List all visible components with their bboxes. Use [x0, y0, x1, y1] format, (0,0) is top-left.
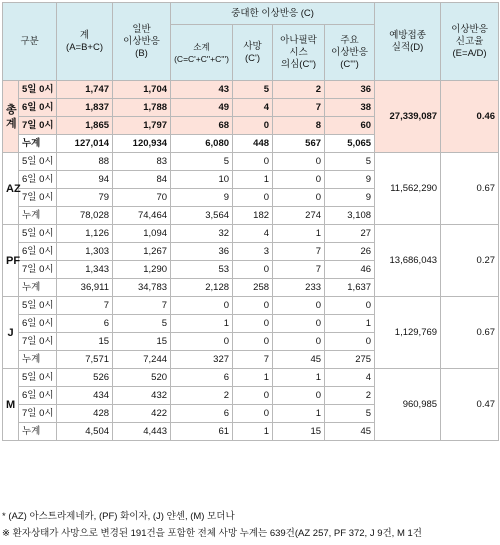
cell-rate: 0.47 [441, 369, 499, 441]
cell-subtotal: 53 [171, 261, 233, 279]
row-label: 7일 0시 [19, 117, 57, 135]
cell-total: 78,028 [57, 207, 113, 225]
cell-major: 9 [325, 171, 375, 189]
cell-rate: 0.67 [441, 153, 499, 225]
cell-general: 4,443 [113, 423, 171, 441]
cell-vaccinated: 960,985 [375, 369, 441, 441]
header-anaphylaxis: 아나필락시스 의심(C'') [273, 25, 325, 81]
cell-subtotal: 0 [171, 333, 233, 351]
cell-ana: 567 [273, 135, 325, 153]
cell-subtotal: 6,080 [171, 135, 233, 153]
table-row [3, 297, 499, 315]
cell-general: 1,704 [113, 81, 171, 99]
cell-total: 7,571 [57, 351, 113, 369]
cell-general: 1,094 [113, 225, 171, 243]
cell-major: 275 [325, 351, 375, 369]
cell-total: 1,303 [57, 243, 113, 261]
row-label: 5일 0시 [19, 297, 57, 315]
row-label: 6일 0시 [19, 99, 57, 117]
cell-death: 1 [233, 423, 273, 441]
cell-subtotal: 10 [171, 171, 233, 189]
cell-general: 34,783 [113, 279, 171, 297]
cell-ana: 7 [273, 261, 325, 279]
cell-subtotal: 49 [171, 99, 233, 117]
cell-major: 5 [325, 153, 375, 171]
cell-subtotal: 327 [171, 351, 233, 369]
cell-major: 2 [325, 387, 375, 405]
cell-total: 6 [57, 315, 113, 333]
cell-major: 1,637 [325, 279, 375, 297]
header-general: 일반 이상반응 (B) [113, 3, 171, 81]
cell-general: 422 [113, 405, 171, 423]
cell-general: 1,267 [113, 243, 171, 261]
cell-death: 3 [233, 243, 273, 261]
cell-subtotal: 32 [171, 225, 233, 243]
cell-general: 1,788 [113, 99, 171, 117]
cell-major: 27 [325, 225, 375, 243]
row-label: 누계 [19, 351, 57, 369]
header-rate: 이상반응 신고율 (E=A/D) [441, 3, 499, 81]
row-label: 7일 0시 [19, 189, 57, 207]
adverse-reaction-table [2, 2, 499, 441]
cell-ana: 1 [273, 369, 325, 387]
footnote-death-total: ※ 환자상태가 사망으로 변경된 191건을 포함한 전체 사망 누계는 639건(AZ 257, PF 372, J 9건, M 1건 [2, 528, 422, 539]
row-label: 7일 0시 [19, 405, 57, 423]
cell-ana: 233 [273, 279, 325, 297]
cell-rate: 0.67 [441, 297, 499, 369]
cell-subtotal: 2,128 [171, 279, 233, 297]
cell-death: 0 [233, 297, 273, 315]
row-label: 6일 0시 [19, 315, 57, 333]
cell-death: 4 [233, 225, 273, 243]
cell-ana: 0 [273, 387, 325, 405]
cell-vaccinated: 1,129,769 [375, 297, 441, 369]
cell-subtotal: 6 [171, 405, 233, 423]
header-gubun: 구분 [3, 3, 57, 81]
cell-major: 0 [325, 333, 375, 351]
cell-major: 60 [325, 117, 375, 135]
cell-ana: 7 [273, 243, 325, 261]
header-vaccinated: 예방접종 실적(D) [375, 3, 441, 81]
cell-death: 1 [233, 369, 273, 387]
cell-major: 5,065 [325, 135, 375, 153]
cell-subtotal: 61 [171, 423, 233, 441]
cell-ana: 0 [273, 171, 325, 189]
cell-death: 448 [233, 135, 273, 153]
cell-major: 1 [325, 315, 375, 333]
cell-ana: 15 [273, 423, 325, 441]
cell-total: 1,837 [57, 99, 113, 117]
cell-subtotal: 2 [171, 387, 233, 405]
cell-subtotal: 43 [171, 81, 233, 99]
cell-major: 4 [325, 369, 375, 387]
row-label: 5일 0시 [19, 225, 57, 243]
row-label: 5일 0시 [19, 369, 57, 387]
cell-subtotal: 6 [171, 369, 233, 387]
cell-major: 38 [325, 99, 375, 117]
cell-ana: 1 [273, 405, 325, 423]
row-label: 누계 [19, 207, 57, 225]
cell-total: 434 [57, 387, 113, 405]
cell-ana: 2 [273, 81, 325, 99]
cell-general: 7,244 [113, 351, 171, 369]
cell-general: 1,797 [113, 117, 171, 135]
cell-general: 83 [113, 153, 171, 171]
row-label: 누계 [19, 423, 57, 441]
cell-death: 0 [233, 405, 273, 423]
row-label: 6일 0시 [19, 171, 57, 189]
table-row [3, 369, 499, 387]
group-label: J [3, 297, 19, 369]
cell-ana: 1 [273, 225, 325, 243]
cell-major: 0 [325, 297, 375, 315]
row-label: 누계 [19, 135, 57, 153]
cell-ana: 274 [273, 207, 325, 225]
cell-vaccinated: 13,686,043 [375, 225, 441, 297]
cell-general: 15 [113, 333, 171, 351]
cell-total: 1,747 [57, 81, 113, 99]
cell-ana: 7 [273, 99, 325, 117]
cell-death: 0 [233, 117, 273, 135]
cell-death: 0 [233, 153, 273, 171]
cell-major: 5 [325, 405, 375, 423]
group-label: M [3, 369, 19, 441]
cell-general: 432 [113, 387, 171, 405]
cell-total: 1,126 [57, 225, 113, 243]
cell-total: 94 [57, 171, 113, 189]
cell-ana: 8 [273, 117, 325, 135]
header-total: 계 (A=B+C) [57, 3, 113, 81]
cell-total: 526 [57, 369, 113, 387]
cell-ana: 0 [273, 189, 325, 207]
cell-subtotal: 9 [171, 189, 233, 207]
cell-subtotal: 0 [171, 297, 233, 315]
cell-ana: 0 [273, 333, 325, 351]
cell-subtotal: 1 [171, 315, 233, 333]
cell-total: 1,343 [57, 261, 113, 279]
cell-general: 74,464 [113, 207, 171, 225]
group-label: AZ [3, 153, 19, 225]
footnote-abbreviations: * (AZ) 아스트라제네카, (PF) 화이자, (J) 얀센, (M) 모더나 [2, 511, 235, 522]
row-label: 7일 0시 [19, 261, 57, 279]
cell-vaccinated: 27,339,087 [375, 81, 441, 153]
cell-rate: 0.27 [441, 225, 499, 297]
cell-major: 45 [325, 423, 375, 441]
cell-general: 520 [113, 369, 171, 387]
table-row [3, 225, 499, 243]
header-death: 사망 (C') [233, 25, 273, 81]
cell-death: 258 [233, 279, 273, 297]
cell-death: 5 [233, 81, 273, 99]
row-label: 5일 0시 [19, 153, 57, 171]
header-subtotal: 소계 (C=C'+C''+C''') [171, 25, 233, 81]
cell-death: 0 [233, 261, 273, 279]
cell-ana: 45 [273, 351, 325, 369]
cell-total: 1,865 [57, 117, 113, 135]
cell-total: 36,911 [57, 279, 113, 297]
cell-major: 3,108 [325, 207, 375, 225]
row-label: 6일 0시 [19, 387, 57, 405]
cell-general: 5 [113, 315, 171, 333]
footnotes [2, 508, 498, 542]
cell-death: 0 [233, 333, 273, 351]
cell-total: 428 [57, 405, 113, 423]
cell-ana: 0 [273, 297, 325, 315]
row-label: 7일 0시 [19, 333, 57, 351]
header-major: 주요 이상반응 (C''') [325, 25, 375, 81]
cell-vaccinated: 11,562,290 [375, 153, 441, 225]
cell-total: 88 [57, 153, 113, 171]
cell-death: 4 [233, 99, 273, 117]
cell-subtotal: 68 [171, 117, 233, 135]
cell-major: 9 [325, 189, 375, 207]
cell-rate: 0.46 [441, 81, 499, 153]
cell-general: 120,934 [113, 135, 171, 153]
cell-death: 7 [233, 351, 273, 369]
cell-death: 1 [233, 171, 273, 189]
table-row [3, 81, 499, 99]
cell-total: 79 [57, 189, 113, 207]
cell-major: 46 [325, 261, 375, 279]
cell-death: 0 [233, 315, 273, 333]
cell-general: 7 [113, 297, 171, 315]
row-label: 6일 0시 [19, 243, 57, 261]
cell-major: 26 [325, 243, 375, 261]
table-row [3, 153, 499, 171]
cell-general: 1,290 [113, 261, 171, 279]
cell-ana: 0 [273, 153, 325, 171]
group-label: PF [3, 225, 19, 297]
cell-ana: 0 [273, 315, 325, 333]
cell-subtotal: 36 [171, 243, 233, 261]
row-label: 누계 [19, 279, 57, 297]
cell-total: 15 [57, 333, 113, 351]
cell-general: 70 [113, 189, 171, 207]
cell-total: 7 [57, 297, 113, 315]
cell-total: 127,014 [57, 135, 113, 153]
row-label: 5일 0시 [19, 81, 57, 99]
cell-total: 4,504 [57, 423, 113, 441]
header-serious: 중대한 이상반응 (C) [171, 3, 375, 25]
cell-death: 0 [233, 189, 273, 207]
cell-death: 182 [233, 207, 273, 225]
cell-major: 36 [325, 81, 375, 99]
cell-subtotal: 3,564 [171, 207, 233, 225]
cell-general: 84 [113, 171, 171, 189]
cell-death: 0 [233, 387, 273, 405]
cell-subtotal: 5 [171, 153, 233, 171]
group-label: 총계 [3, 81, 19, 153]
